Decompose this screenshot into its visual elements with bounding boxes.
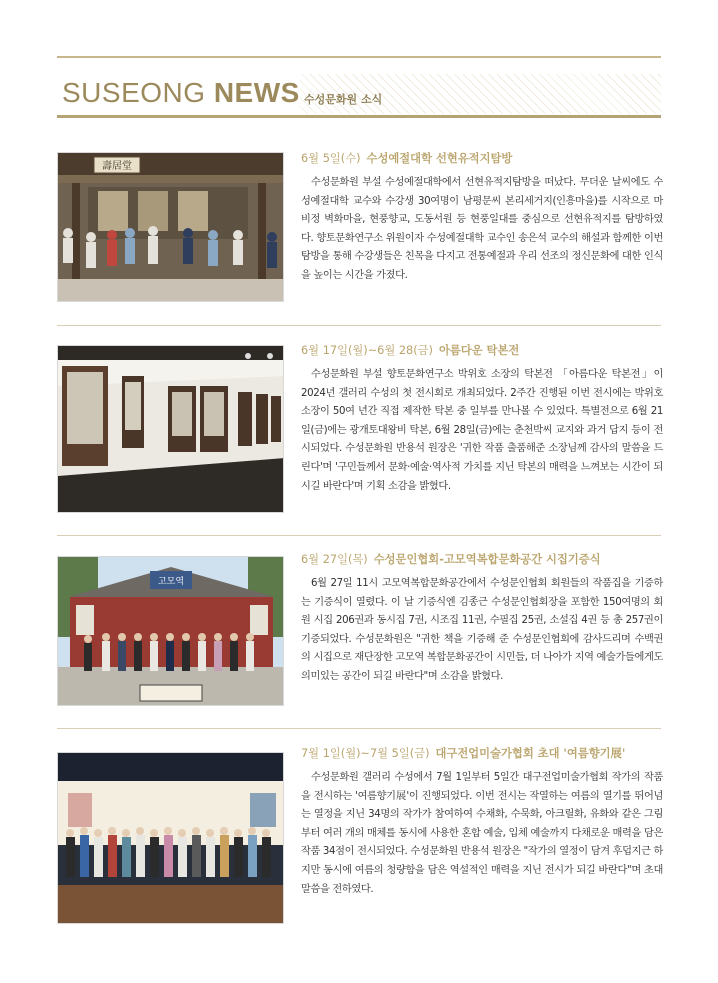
article-body: 수성문화원 부설 향토문화연구소 박위호 소장의 탁본전 「아름다운 탁본전」이 2024년 갤러리 수성의 첫 전시회로 개최되었다. 2주간 진행된 이번 전시에는 박위호 소장이 50여 년간 직접 제작한 탁본 중 일부를 만나볼 수 있었다. 특별전으로 6월 21일(금)에는 광개토대왕비 탁본, 6월 28일(금)에는 춘천박씨 교지와 과거 답지 등이 전시되었다. 수성문화원 반용석 원장은 '귀한 작품 출품해준 소장님께 감사의 말씀을 드린다'며 '구민들께서 문화·예술·역사적 가치를 지닌 탁본의 매력을 느껴보는 시간이 되시길 바란다'며 기획 소감을 밝혔다. <box>301 369 663 492</box>
photo-heritage-tour-graphic <box>58 153 284 302</box>
article-date: 6월 5일(수) <box>301 152 361 165</box>
article-heading: 대구전업미술가협회 초대 '여름향기展' <box>435 747 626 760</box>
article-summer-exhibition <box>301 745 663 899</box>
article-body: 수성문화원 갤러리 수성에서 7월 1일부터 5일간 대구전업미술가협회 작가의 작품을 전시하는 '여름향기展'이 진행되었다. 이번 전시는 작열하는 여름의 열기를 뛰어넘는 열정을 지닌 34명의 작가가 참여하여 수채화, 수묵화, 아크릴화, 유화와 같은 그림부터 여러 개의 매체를 동시에 사용한 혼합 예술, 입체 예술까지 다채로운 매력을 담은 작품 34점이 전시되었다. 수성문화원 반용석 원장은 "작가의 열정이 담겨 후덥지근 하지만 동시에 여름의 청량함을 담은 역설적인 매력을 지닌 전시가 되길 바란다"며 초대말씀을 전하였다. <box>301 772 663 895</box>
article-title <box>301 745 663 763</box>
header-rule <box>57 115 661 118</box>
photo-heritage-tour <box>57 152 284 302</box>
article-heading: 수성문인협회-고모역복합문화공간 시집기증식 <box>373 553 601 566</box>
article-rubbing-exhibition <box>301 342 663 496</box>
article-body: 수성문화원 부설 수성예절대학에서 선현유적지탐방을 떠났다. 무더운 날씨에도 수성예절대학 교수와 수강생 30여명이 남평문씨 본리세거지(인흥마을)를 시작으로 마비정 벽화마을, 현풍향교, 도동서원 등 현풍일대를 중심으로 선현유적지를 탐방하였다. 향토문화연구소 위원이자 수성예절대학 교수인 송은석 교수의 해설과 함께한 이번 탐방을 통해 수강생들은 친목을 다지고 전통예절과 우리 선조의 정신문화에 대한 인식을 높이는 시간을 가졌다. <box>301 177 663 281</box>
article-title <box>301 551 663 569</box>
article-heritage-tour <box>301 150 663 286</box>
divider <box>57 535 661 536</box>
article-poetry-donation <box>301 551 663 687</box>
divider <box>57 728 661 729</box>
divider <box>57 325 661 326</box>
article-heading: 아름다운 탁본전 <box>438 344 520 357</box>
brand-title <box>62 76 300 110</box>
section-subtitle: 수성문화원 소식 <box>304 93 383 106</box>
brand-light: SUSEONG <box>62 77 214 108</box>
photo-summer-exhibition-graphic <box>58 753 284 924</box>
article-date: 7월 1일(월)~7월 5일(금) <box>301 747 430 760</box>
article-date: 6월 17일(월)~6월 28(금) <box>301 344 433 357</box>
article-date: 6월 27일(목) <box>301 553 368 566</box>
article-title <box>301 150 663 168</box>
article-title <box>301 342 663 360</box>
photo-poetry-donation-graphic <box>58 557 284 706</box>
plaque-text: 壽居堂 <box>102 161 132 172</box>
photo-summer-exhibition <box>57 752 284 924</box>
section-header <box>57 76 661 118</box>
photo-rubbing-exhibition-graphic <box>58 346 284 513</box>
photo-poetry-donation <box>57 556 284 706</box>
article-body: 6월 27일 11시 고모역복합문화공간에서 수성문인협회 회원들의 작품집을 기증하는 기증식이 열렸다. 이 날 기증식엔 김종근 수성문인협회장을 포함한 150여명의 회원 시집 206권과 동시집 7권, 시조집 11권, 수필집 25권, 소설집 4권 등 총 257권이 기증되었다. 수성문화원은 "귀한 책을 기증해 준 수성문인협회에 감사드리며 수백권의 시집으로 재단장한 고모역 복합문화공간이 시민들, 더 나아가 지역 예술가들에게도 의미있는 공간이 되길 바란다"며 소감을 밝혔다. <box>301 578 663 682</box>
article-heading: 수성예절대학 선현유적지탐방 <box>366 152 513 165</box>
top-rule <box>57 56 661 58</box>
brand-bold: NEWS <box>213 77 300 108</box>
photo-rubbing-exhibition <box>57 345 284 513</box>
sign-text: 고모역 <box>157 577 185 587</box>
